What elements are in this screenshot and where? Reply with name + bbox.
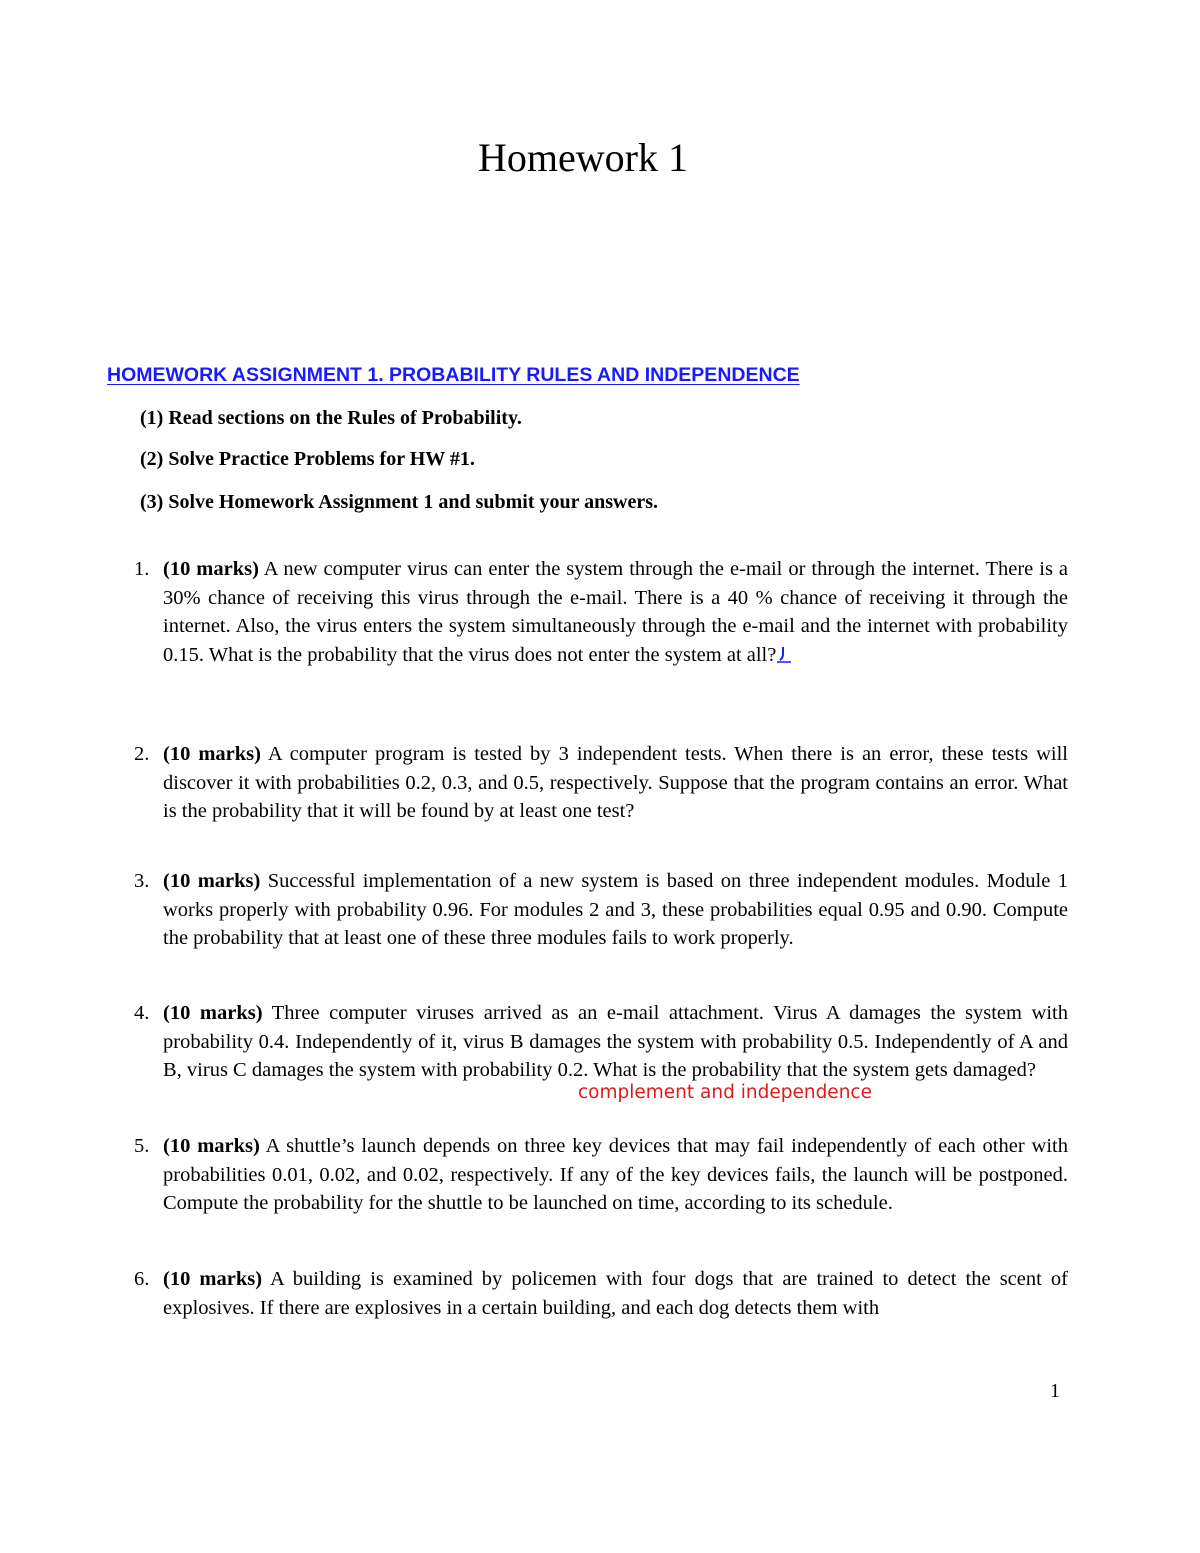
- problem-marks: (10 marks): [163, 1268, 263, 1290]
- problem-2: [108, 740, 1068, 826]
- step-solve-practice: (2) Solve Practice Problems for HW #1.: [140, 448, 475, 470]
- page-number: 1: [1050, 1380, 1060, 1402]
- step-submit-answers: (3) Solve Homework Assignment 1 and submit your answers.: [140, 491, 658, 513]
- problem-body: [163, 740, 1068, 826]
- problem-text: A new computer virus can enter the system through the e-mail or through the internet. There is a 30% chance of receiving this virus through the e-mail. There is a 40 % chance of receiving it through the internet. Also, the virus enters the system simultaneously through the e-mail and the internet with probability 0.15. What is the probability that the virus does not enter the system at all?: [163, 558, 1068, 666]
- problem-body: [163, 555, 1068, 669]
- problem-text: A shuttle’s launch depends on three key devices that may fail independently of each other with probabilities 0.01, 0.02, and 0.02, respectively. If any of the key devices fails, the launch will be postponed. Compute the probability for the shuttle to be launched on time, according to its schedule.: [163, 1135, 1068, 1214]
- problem-number: 6.: [134, 1268, 150, 1290]
- step-read-sections: (1) Read sections on the Rules of Probability.: [140, 407, 522, 429]
- problem-marks: (10 marks): [163, 743, 261, 765]
- problem-5: [108, 1132, 1068, 1218]
- problem-3: [108, 867, 1068, 953]
- problem-text: A computer program is tested by 3 independent tests. When there is an error, these tests will discover it with probabilities 0.2, 0.3, and 0.5, respectively. Suppose that the program contains an error. What is the probability that it will be found by at least one test?: [163, 743, 1068, 822]
- comment-marker-icon[interactable]: [777, 645, 791, 665]
- problem-6: [108, 1265, 1068, 1322]
- problem-number: 1.: [134, 558, 150, 580]
- problem-text: Successful implementation of a new system is based on three independent modules. Module 1 works properly with probability 0.96. For modules 2 and 3, these probabilities equal 0.95 and 0.90. Compute the probability that at least one of these three modules fails to work properly.: [163, 870, 1068, 949]
- problem-number: 3.: [134, 870, 150, 892]
- problem-number: 5.: [134, 1135, 150, 1157]
- problem-body: [163, 999, 1068, 1085]
- problem-number: 2.: [134, 743, 150, 765]
- problem-1: [108, 555, 1068, 669]
- problem-body: [163, 1265, 1068, 1322]
- handwritten-annotation: complement and independence: [578, 1082, 872, 1103]
- problem-text: Three computer viruses arrived as an e-mail attachment. Virus A damages the system with probability 0.4. Independently of it, virus B damages the system with probability 0.5. Independently of A and B, virus C damages the system with probability 0.2. What is the probability that the system gets damaged?: [163, 1002, 1068, 1081]
- problem-number: 4.: [134, 1002, 150, 1024]
- problem-marks: (10 marks): [163, 1002, 263, 1024]
- problem-marks: (10 marks): [163, 870, 261, 892]
- problem-marks: (10 marks): [163, 1135, 260, 1157]
- problem-marks: (10 marks): [163, 558, 259, 580]
- problem-body: [163, 1132, 1068, 1218]
- problem-4: [108, 999, 1068, 1085]
- problem-body: [163, 867, 1068, 953]
- problem-text: A building is examined by policemen with four dogs that are trained to detect the scent of explosives. If there are explosives in a certain building, and each dog detects them with: [163, 1268, 1068, 1319]
- page-title: Homework 1: [478, 135, 688, 180]
- assignment-heading-link[interactable]: HOMEWORK ASSIGNMENT 1. PROBABILITY RULES AND INDEPENDENCE: [107, 364, 800, 386]
